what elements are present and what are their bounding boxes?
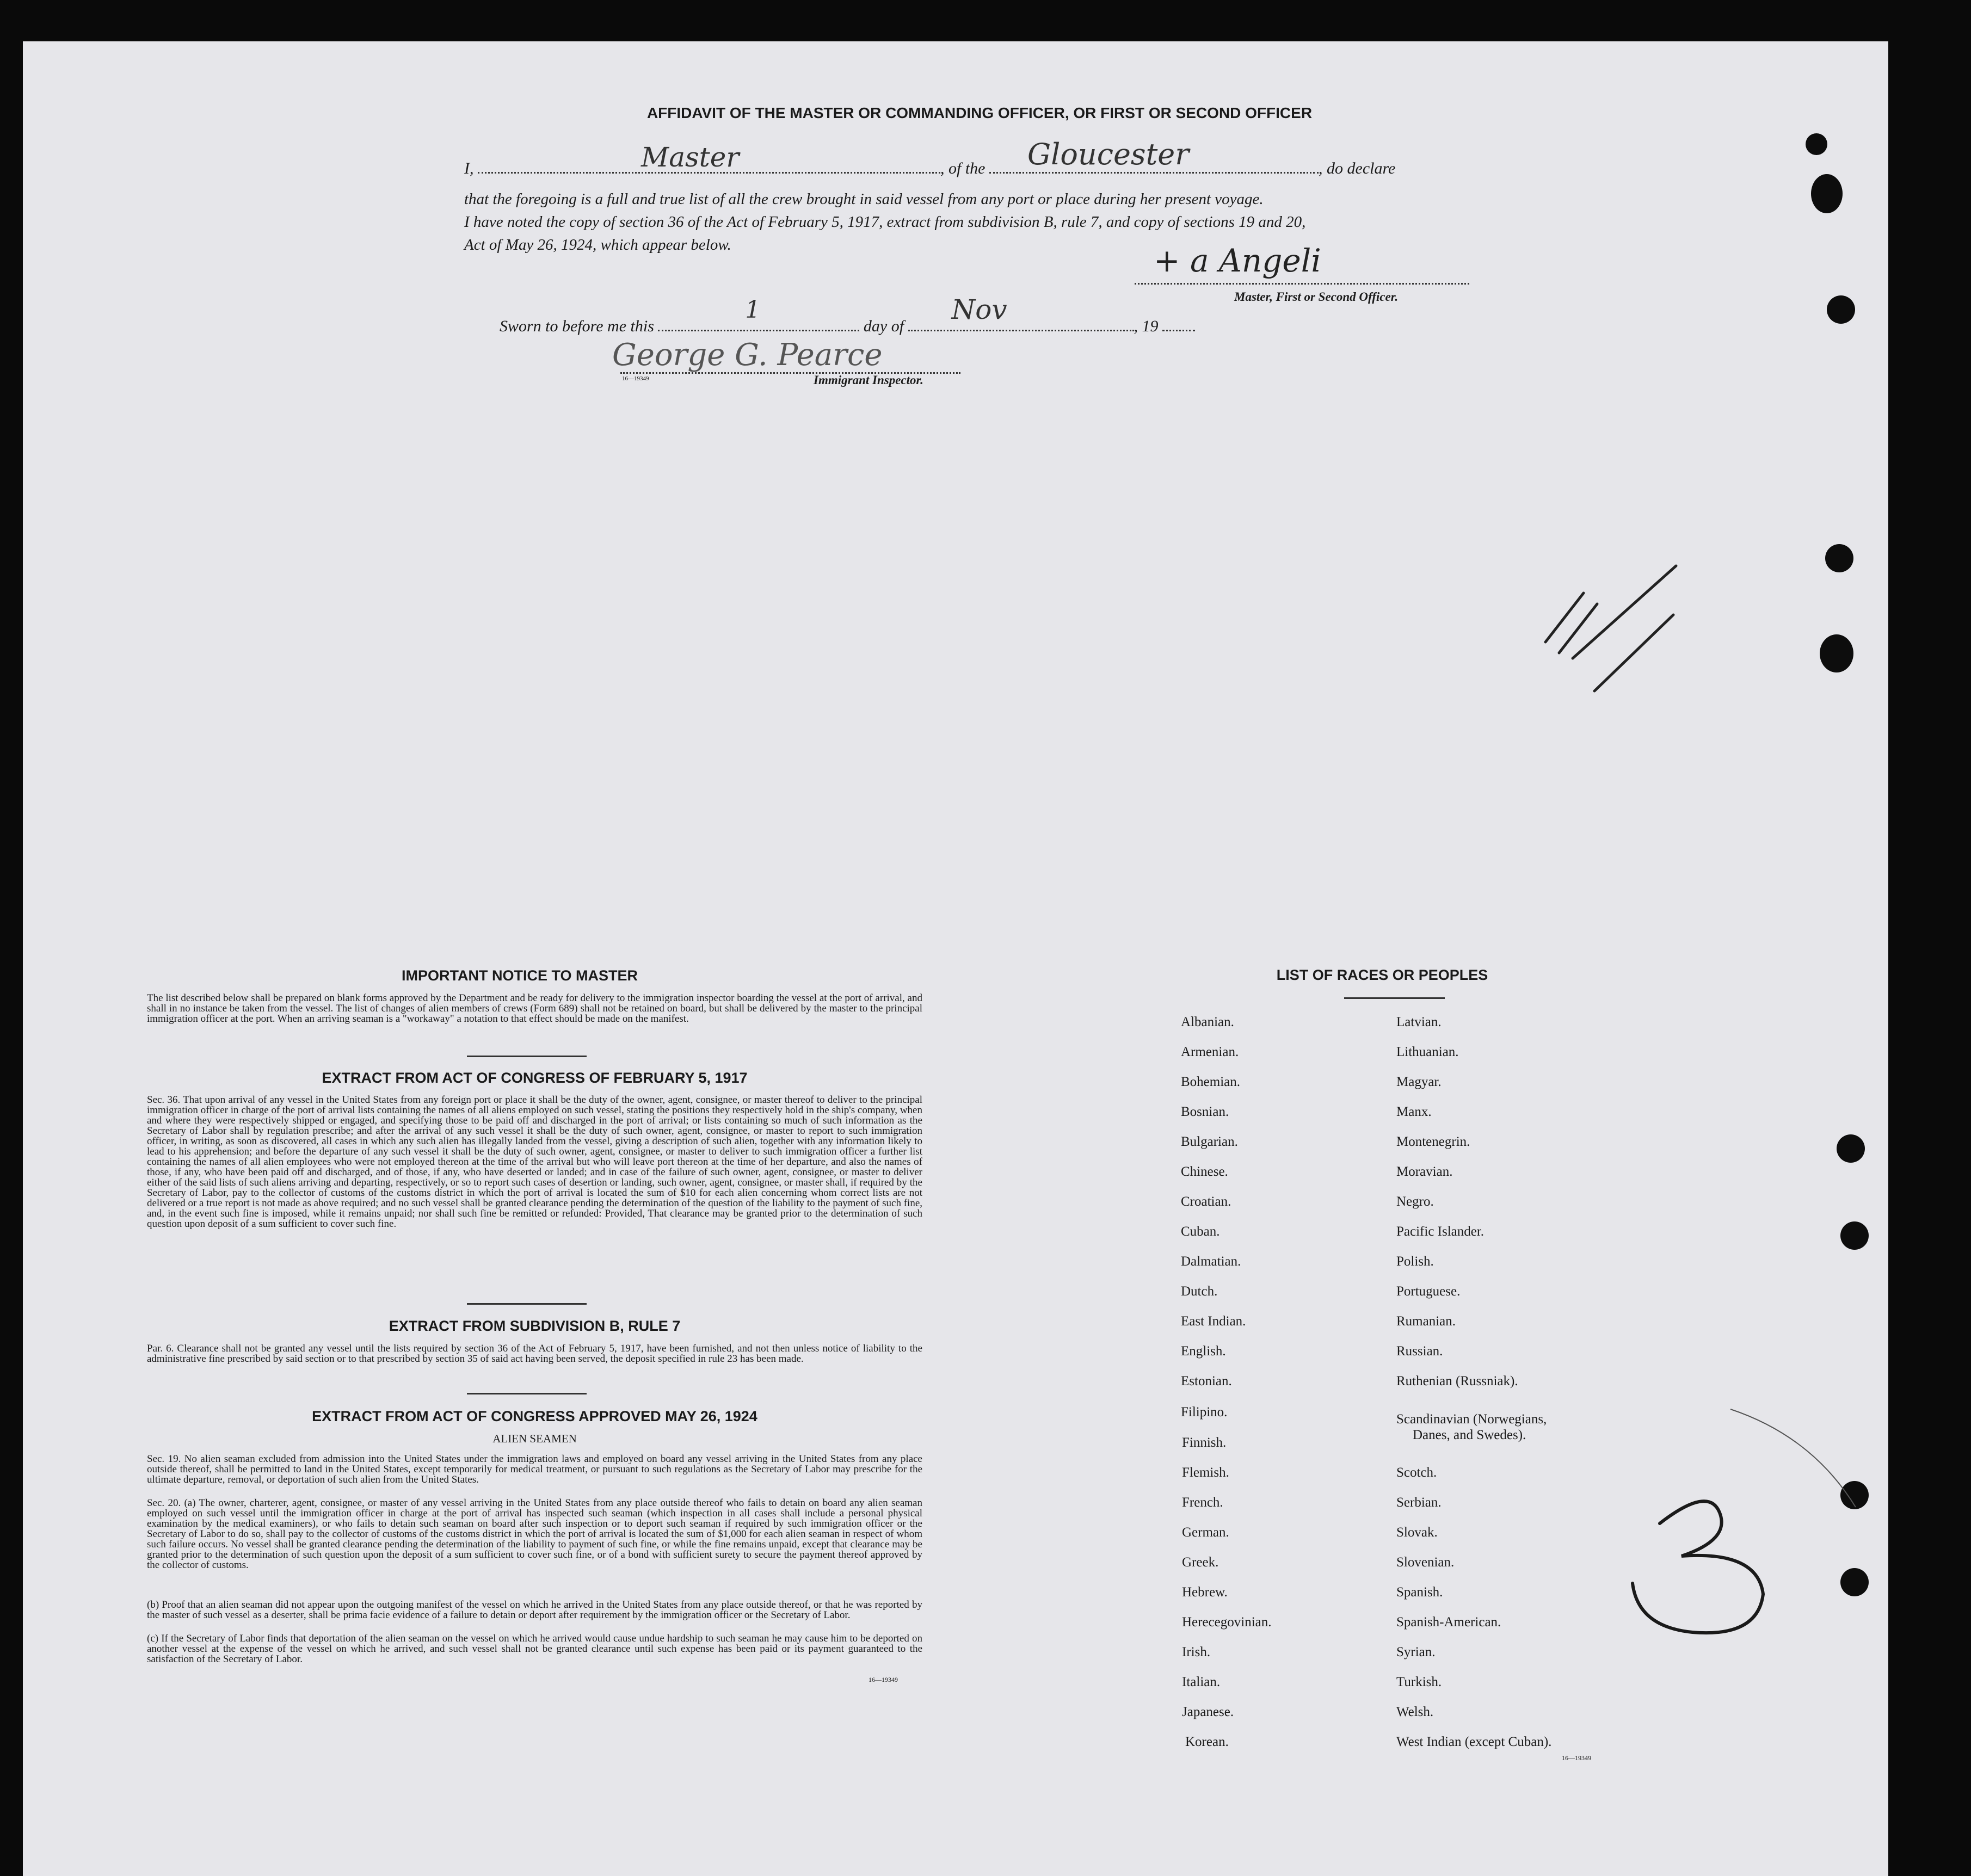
race-item: Herecegovinian. [1182, 1615, 1272, 1630]
day-of-label: day of [863, 317, 904, 335]
sworn-line [500, 294, 1316, 336]
race-item: Estonian. [1181, 1374, 1232, 1389]
extract-1924-title: EXTRACT FROM ACT OF CONGRESS APPROVED MAY 26, 1924 [312, 1408, 757, 1424]
page-number-svg [1627, 1491, 1785, 1643]
race-item: Spanish-American. [1396, 1615, 1501, 1630]
race-item: Magyar. [1396, 1075, 1442, 1089]
race-item: Armenian. [1181, 1045, 1239, 1059]
sworn-year-field[interactable] [1162, 316, 1195, 331]
inspector-signature: George G. Pearce [612, 337, 883, 373]
race-item: Syrian. [1396, 1645, 1436, 1659]
race-item: Finnish. [1182, 1435, 1227, 1450]
race-item: Spanish. [1396, 1585, 1443, 1600]
race-item: Albanian. [1181, 1015, 1234, 1029]
divider [1344, 997, 1445, 999]
tally-marks [1529, 560, 1681, 702]
divider [467, 1303, 587, 1305]
sworn-day-field[interactable] [658, 296, 859, 331]
affidavit-line4: Act of May 26, 1924, which appear below. [464, 236, 731, 254]
divider [467, 1393, 587, 1394]
race-item: Bohemian. [1181, 1075, 1241, 1089]
punch-hole [1837, 1134, 1865, 1163]
race-item: Dalmatian. [1181, 1254, 1241, 1269]
race-item: Scandinavian (Norwegians, [1396, 1412, 1547, 1427]
officer-caption: Master, First or Second Officer. [1234, 290, 1399, 304]
sworn-day-handwriting: 1 [745, 296, 761, 324]
races-title: LIST OF RACES OR PEOPLES [1276, 967, 1488, 983]
inspector-caption: Immigrant Inspector. [814, 373, 923, 387]
notice-title: IMPORTANT NOTICE TO MASTER [402, 967, 638, 984]
punch-hole [1806, 133, 1827, 155]
race-item: Danes, and Swedes). [1413, 1428, 1526, 1442]
sworn-month-field[interactable] [908, 294, 1134, 331]
page-number-mark [1627, 1491, 1785, 1643]
race-item: Serbian. [1396, 1495, 1442, 1510]
extract-form-number: 16—19349 [869, 1676, 898, 1683]
notice-body: The list described below shall be prepared on blank forms approved by the Department and be ready for delivery to the immigration inspector boarding the vessel at the port of arrival, and shall in no instance be taken from the vessel. The list of changes of alien members of crews (Form 689) shall not be retained on board, but shall be delivered by the master to the principal immigration officer at the port. When an arriving seaman is a "workaway" a notation to that effect should be made on the manifest. [147, 992, 922, 1025]
affidavit-line2: that the foregoing is a full and true list of all the crew brought in said vessel from any port or place during her present voyage. [464, 190, 1264, 208]
race-item: English. [1181, 1344, 1226, 1359]
race-item: Turkish. [1396, 1675, 1442, 1689]
race-item: Hebrew. [1182, 1585, 1228, 1600]
race-item: Irish. [1182, 1645, 1211, 1659]
race-item: Filipino. [1181, 1405, 1228, 1420]
sworn-year-label: , 19 [1134, 317, 1159, 335]
sworn-label: Sworn to before me this [500, 317, 654, 335]
inspector-signature-line[interactable] [620, 361, 960, 374]
extract-1924-sec20b: (b) Proof that an alien seaman did not appear upon the outgoing manifest of the vessel on which he arrived in the United States from any place outside thereof, or that he was reported by the master of such vessel as a deserter, shall be prima facie evidence of a failure to detain or deport after requirement by the immigration officer or the Secretary of Labor. [147, 1599, 922, 1621]
punch-hole [1811, 174, 1843, 213]
race-item: Japanese. [1182, 1705, 1234, 1719]
do-declare-label: , do declare [1319, 159, 1396, 177]
race-item: Lithuanian. [1396, 1045, 1459, 1059]
vessel-field[interactable] [989, 137, 1319, 174]
race-item: Negro. [1396, 1194, 1434, 1209]
affidavit-line3: I have noted the copy of section 36 of the Act of February 5, 1917, extract from subdivision B, rule 7, and copy of sections 19 and 20, [464, 213, 1306, 231]
affidavit-i: I, [464, 159, 474, 177]
race-item: Pacific Islander. [1396, 1224, 1485, 1239]
extract-1917-body: Sec. 36. That upon arrival of any vessel in the United States from any foreign port or place it shall be the duty of the owner, agent, consignee, or master thereof to deliver to the principal immigration officer in charge of the port of arrival lists containing the names of all aliens employed on such vessel, stating the positions they respectively hold in the ship's company, when and where they were respectively shipped or engaged, and specifying those to be paid off and discharged in the port of arrival; or lists containing so much of such information as the Secretary of Labor shall by regulation prescribe; and after the arrival of any such vessel it shall be the duty of such owner, agent, consignee, or master to report to such immigration officer, in writing, as soon as discovered, all cases in which any such alien has illegally landed from the vessel, giving a description of such alien, together with any information likely to lead to his apprehension; and before the departure of any such vessel it shall be the duty of such owner, agent, consignee, or master to deliver to such immigration officer a further list containing the names of all alien employees who were not employed thereon at the time of the arrival but who will leave port thereon at the time of her departure, and also the names of those, if any, who have been paid off and discharged, and of those, if any, who have deserted or landed; and in case of the failure of such owner, agent, consignee, or master to deliver either of the said lists of such aliens arriving and departing, respectively, or so to report such cases of desertion or landing, such owner, agent, consignee, or master shall, if required by the Secretary of Labor, pay to the collector of customs of the customs district in which the port of arrival is located the sum of $10 for each alien concerning whom correct lists are not delivered or a true report is not made as above required; and no such vessel shall be granted clearance pending the determination of the question of the liability to the payment of such fine, and, in the event such fine is imposed, while it remains unpaid; nor shall such fine be remitted or refunded: Provided, That clearance may be granted prior to the determination of such question upon deposit of a sum sufficient to cover such fine. [147, 1094, 922, 1230]
race-item: Latvian. [1396, 1015, 1442, 1029]
extract-1917-title: EXTRACT FROM ACT OF CONGRESS OF FEBRUARY 5, 1917 [322, 1070, 748, 1086]
extract-rule7-title: EXTRACT FROM SUBDIVISION B, RULE 7 [389, 1318, 681, 1334]
race-item: French. [1182, 1495, 1223, 1510]
race-item: East Indian. [1181, 1314, 1246, 1329]
race-item: Portuguese. [1396, 1284, 1461, 1299]
race-item: German. [1182, 1525, 1229, 1540]
race-item: Flemish. [1182, 1465, 1229, 1480]
race-item: Bulgarian. [1181, 1134, 1238, 1149]
officer-signature: + a Angeli [1154, 242, 1321, 279]
affidavit-title: AFFIDAVIT OF THE MASTER OR COMMANDING OFFICER, OR FIRST OR SECOND OFFICER [646, 104, 1313, 121]
punch-hole [1840, 1568, 1869, 1596]
race-item: Italian. [1182, 1675, 1221, 1689]
sworn-month-handwriting: Nov [951, 294, 1007, 325]
extract-1924-sec19: Sec. 19. No alien seaman excluded from admission into the United States under the immigration laws and employed on board any vessel arriving in the United States from any place outside thereof, shall be permitted to land in the United States, except temporarily for medical treatment, or pursuant to such regulations as the Secretary of Labor may prescribe for the ultimate departure, removal, or deportation of such alien from the United States. [147, 1453, 922, 1485]
master-field[interactable] [478, 141, 940, 174]
race-item: Scotch. [1396, 1465, 1437, 1480]
race-item: Ruthenian (Russniak). [1396, 1374, 1518, 1389]
race-item: Greek. [1182, 1555, 1219, 1570]
divider [467, 1056, 587, 1057]
race-item: Moravian. [1396, 1164, 1453, 1179]
race-item: Croatian. [1181, 1194, 1231, 1209]
inspector-form-number: 16—19349 [622, 375, 649, 382]
extract-1924-sec20a: Sec. 20. (a) The owner, charterer, agent, consignee, or master of any vessel arriving in the United States from any place outside thereof who fails to detain on board any alien seaman employed on such vessel until the immigration officer in charge at the port of arrival has inspected such seaman (which inspection in all cases shall include a personal physical examination by the medical examiners), or who fails to detain such seaman on board after such inspection or to deport such seaman if required by such immigration officer or the Secretary of Labor to do so, shall pay to the collector of customs of the customs district in which the port of arrival is located the sum of $1,000 for each alien seaman in respect of whom such failure occurs. No vessel shall be granted clearance pending the determination of the liability to payment of such fine, or while the fine remains unpaid, except that clearance may be granted prior to the determination of such question upon the deposit of a sum sufficient to cover such fine, or of a bond with sufficient surety to secure the payment thereof approved by the collector of customs. [147, 1497, 922, 1571]
race-item: Dutch. [1181, 1284, 1218, 1299]
race-item: Slovenian. [1396, 1555, 1455, 1570]
race-item: Rumanian. [1396, 1314, 1456, 1329]
master-handwriting: Master [641, 141, 740, 173]
race-item: Montenegrin. [1396, 1134, 1470, 1149]
tally-marks-svg [1529, 560, 1681, 702]
punch-hole [1820, 634, 1853, 672]
race-item: Chinese. [1181, 1164, 1228, 1179]
of-the-label: , of the [940, 159, 986, 177]
stray-pen-svg [1725, 1404, 1861, 1513]
race-item: Manx. [1396, 1104, 1432, 1119]
race-item: Polish. [1396, 1254, 1434, 1269]
race-item: Bosnian. [1181, 1104, 1229, 1119]
races-form-number: 16—19349 [1562, 1754, 1591, 1762]
affidavit-line1 [464, 137, 1498, 178]
punch-hole [1840, 1221, 1869, 1250]
race-item: West Indian (except Cuban). [1396, 1735, 1552, 1749]
race-item: Russian. [1396, 1344, 1443, 1359]
punch-hole [1825, 544, 1853, 572]
stray-pen-mark [1725, 1404, 1861, 1513]
race-item: Cuban. [1181, 1224, 1220, 1239]
extract-1924-sec20c: (c) If the Secretary of Labor finds that deportation of the alien seaman on the vessel on which he arrived would cause undue hardship to such seaman he may cause him to be deported on another vessel at the expense of the vessel on which he arrived, and such vessel shall not be granted clearance until such expense has been paid or its payment guaranteed to the satisfaction of the Secretary of Labor. [147, 1633, 922, 1665]
extract-rule7-body: Par. 6. Clearance shall not be granted any vessel until the lists required by section 36 of the Act of February 5, 1917, have been furnished, and not then unless notice of liability to the administrative fine prescribed by said section or to that prescribed by section 35 of said act having been served, the deposit specified in rule 23 has been made. [147, 1343, 922, 1365]
vessel-handwriting: Gloucester [1027, 137, 1190, 171]
race-item: Welsh. [1396, 1705, 1434, 1719]
extract-1924-subtitle: ALIEN SEAMEN [492, 1432, 577, 1445]
punch-hole [1827, 295, 1855, 324]
race-item: Korean. [1185, 1735, 1229, 1749]
race-item: Slovak. [1396, 1525, 1438, 1540]
